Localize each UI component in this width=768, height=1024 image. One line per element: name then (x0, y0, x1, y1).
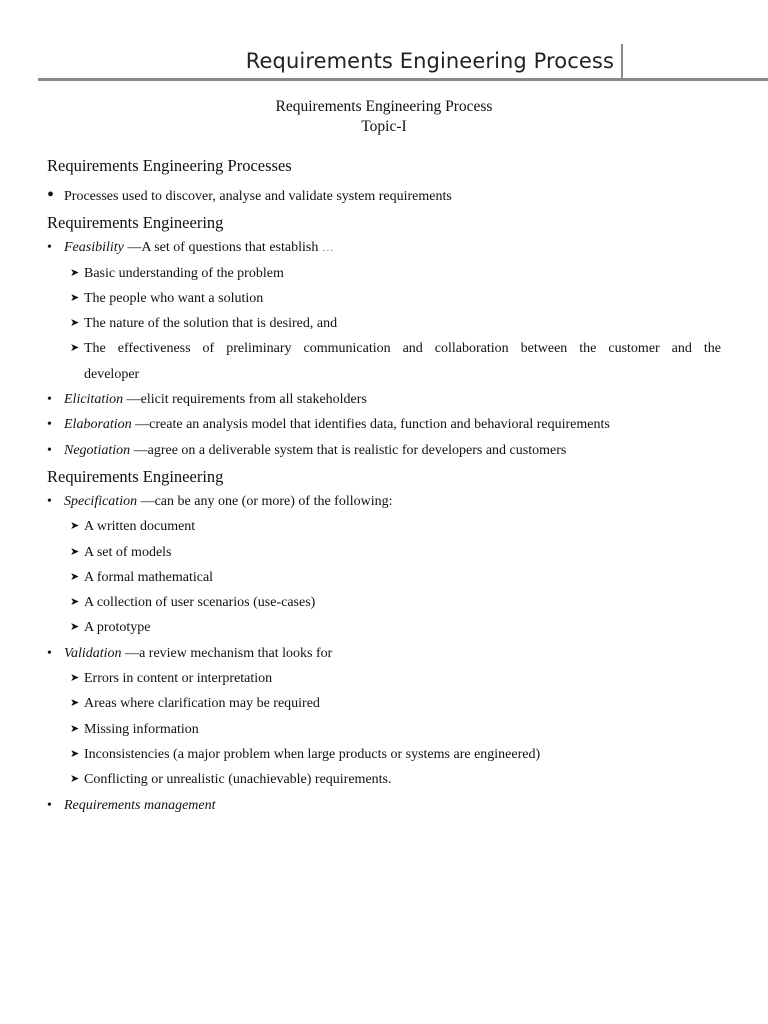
bullet-item-validation (47, 641, 721, 666)
bullet-item-elaboration (47, 412, 721, 437)
term-elicitation: Elicitation (64, 392, 124, 408)
term-negotiation: Negotiation (64, 442, 131, 458)
bullet-item-negotiation (47, 438, 721, 463)
bullet-item-feasibility (47, 235, 721, 260)
bullet-glyph: • (47, 493, 52, 509)
bullet-text: —A set of questions that establish (123, 240, 322, 256)
sub-item (47, 565, 721, 590)
bullet-text: —agree on a deliverable system that is realistic for developers and customers (130, 442, 567, 458)
bullet-glyph: • (47, 184, 55, 206)
document-topic: Topic-I (361, 118, 407, 135)
bullet-text: —a review mechanism that looks for (121, 645, 333, 661)
arrow-bullet-icon: ➤ (70, 697, 80, 710)
arrow-bullet-icon: ➤ (70, 266, 80, 279)
bullet-item-specification (47, 489, 721, 514)
document-body (47, 154, 721, 818)
arrow-bullet-icon: ➤ (70, 773, 80, 786)
document-title: Requirements Engineering Process (275, 98, 493, 115)
header-vertical-rule (621, 44, 623, 78)
bullet-item-elicitation (47, 387, 721, 412)
bullet-text: Processes used to discover, analyse and validate system requirements (64, 189, 452, 204)
arrow-bullet-icon: ➤ (70, 570, 80, 583)
sub-item-text: Errors in content or interpretation (84, 671, 273, 687)
sub-item (47, 590, 721, 615)
arrow-bullet-icon: ➤ (70, 342, 80, 355)
sub-item (47, 691, 721, 716)
section-heading: Requirements Engineering (47, 466, 224, 486)
bullet-text: —can be any one (or more) of the following: (137, 493, 393, 509)
sub-item (47, 540, 721, 565)
sub-item (47, 767, 721, 792)
term-requirements-management: Requirements management (64, 797, 216, 813)
sub-item-text: Inconsistencies (a major problem when large products or systems are engineered) (84, 746, 541, 762)
arrow-bullet-icon: ➤ (70, 291, 80, 304)
bullet-item-requirements-management (47, 793, 721, 818)
term-validation: Validation (64, 645, 122, 661)
term-specification: Specification (64, 493, 138, 509)
sub-item-text: A formal mathematical (84, 569, 214, 585)
header-horizontal-rule (38, 78, 768, 81)
sub-item-text: Areas where clarification may be required (84, 696, 320, 712)
sub-item (47, 336, 721, 361)
sub-item-text: Conflicting or unrealistic (unachievable) requirements. (84, 772, 392, 788)
sub-item (47, 615, 721, 640)
sub-item (47, 311, 721, 336)
sub-item-text: A written document (84, 519, 196, 535)
sub-item-text: The effectiveness of preliminary communication and collaboration between the customer and the (84, 341, 721, 357)
arrow-bullet-icon: ➤ (70, 621, 80, 634)
sub-item-text: A set of models (84, 544, 172, 560)
sub-item (47, 261, 721, 286)
sub-item-text: A prototype (84, 620, 151, 636)
bullet-glyph: • (47, 240, 52, 256)
section-heading: Requirements Engineering Processes (47, 156, 292, 175)
sub-item-continuation: developer (84, 366, 140, 382)
bullet-glyph: • (47, 417, 52, 433)
bullet-glyph: • (47, 442, 52, 458)
sub-item-text: Missing information (84, 721, 199, 737)
bullet-text: —create an analysis model that identifies data, function and behavioral requirements (131, 417, 610, 433)
arrow-bullet-icon: ➤ (70, 672, 80, 685)
arrow-bullet-icon: ➤ (70, 747, 80, 760)
term-feasibility: Feasibility (64, 240, 124, 256)
sub-item (47, 514, 721, 539)
sub-item (47, 666, 721, 691)
arrow-bullet-icon: ➤ (70, 317, 80, 330)
arrow-bullet-icon: ➤ (70, 596, 80, 609)
term-elaboration: Elaboration (64, 417, 132, 433)
sub-item (47, 286, 721, 311)
bullet-item (47, 184, 721, 209)
bullet-glyph: • (47, 392, 52, 408)
sub-item (47, 742, 721, 767)
running-header-title: Requirements Engineering Process (245, 49, 614, 73)
sub-item-text: Basic understanding of the problem (84, 265, 284, 281)
sub-item-text: The people who want a solution (84, 290, 264, 306)
arrow-bullet-icon: ➤ (70, 545, 80, 558)
bullet-text: —elicit requirements from all stakeholders (123, 392, 367, 408)
section-heading: Requirements Engineering (47, 213, 224, 233)
ellipsis: … (321, 240, 334, 255)
sub-item-text: A collection of user scenarios (use-cases) (84, 595, 316, 611)
arrow-bullet-icon: ➤ (70, 520, 80, 533)
arrow-bullet-icon: ➤ (70, 722, 80, 735)
bullet-glyph: • (47, 797, 52, 813)
bullet-glyph: • (47, 645, 52, 661)
sub-item (47, 717, 721, 742)
sub-item-text: The nature of the solution that is desired, and (84, 316, 338, 332)
